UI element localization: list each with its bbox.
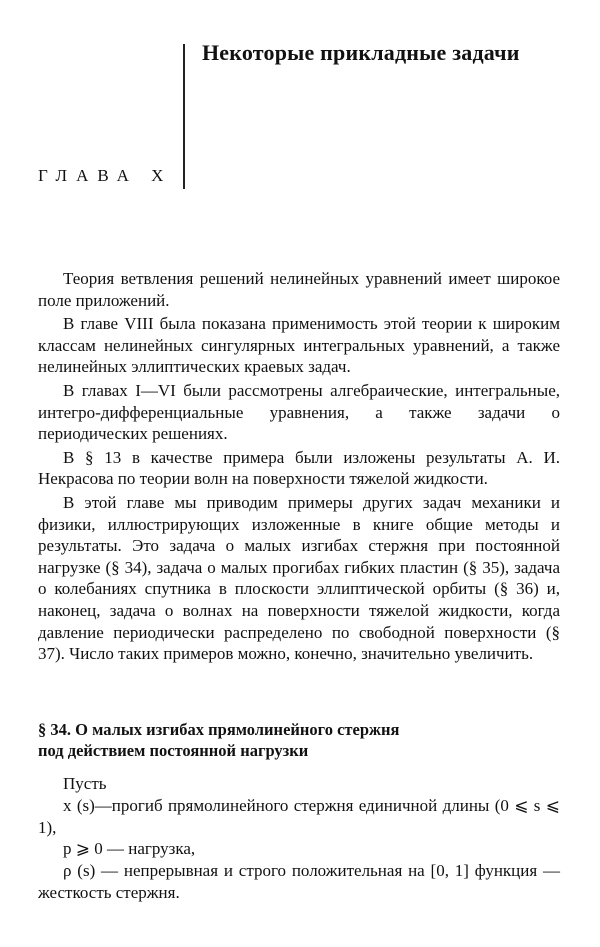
section-heading-line: § 34. О малых изгибах прямолинейного стержня (38, 720, 400, 739)
paragraph: Теория ветвления решений нелинейных уравнений имеет широкое поле приложений. (38, 269, 560, 310)
chapter-title: Некоторые прикладные задачи (202, 40, 520, 65)
chapter-intro-text (38, 268, 560, 665)
paragraph: Пусть (63, 774, 107, 793)
section-heading (38, 719, 560, 761)
paragraph: В главах I—VI были рассмотрены алгебраические, интегральные, интегро-дифференциальные уравнения, а также задачи о периодических решениях. (38, 380, 560, 444)
paragraph: ρ (s) — непрерывная и строго положительная на [0, 1] функция —жесткость стержня. (38, 861, 560, 902)
chapter-label: ГЛАВА X (38, 166, 173, 185)
section-heading-line: под действием постоянной нагрузки (38, 741, 309, 760)
definitions-text (38, 773, 560, 904)
vertical-rule (183, 44, 185, 189)
paragraph: p ⩾ 0 — нагрузка, (63, 839, 196, 859)
paragraph: x (s)—прогиб прямолинейного стержня единичной длины (0 ⩽ s ⩽ 1), (38, 795, 560, 837)
paragraph: В § 13 в качестве примера были изложены результаты А. И. Некрасова по теории волн на поверхности тяжелой жидкости. (38, 447, 560, 489)
paragraph: В этой главе мы приводим примеры других задач механики и физики, иллюстрирующих изложенные в книге общие методы и результаты. Это задача о малых изгибах стержня при постоянной нагрузке (§ 34), задача о малых прогибах гибких пластин (§ 35), задача о колебаниях спутника в плоскости эллиптической орбиты (§ 36) и, наконец, задача о волнах на поверхности тяжелой жидкости, когда давление периодически распределено по свободной поверхности (§ 37). Число таких примеров можно, конечно, значительно увеличить. (38, 492, 560, 664)
paragraph: В главе VIII была показана применимость этой теории к широким классам нелинейных сингулярных интегральных уравнений, а также нелинейных эллиптических краевых задач. (38, 314, 560, 377)
